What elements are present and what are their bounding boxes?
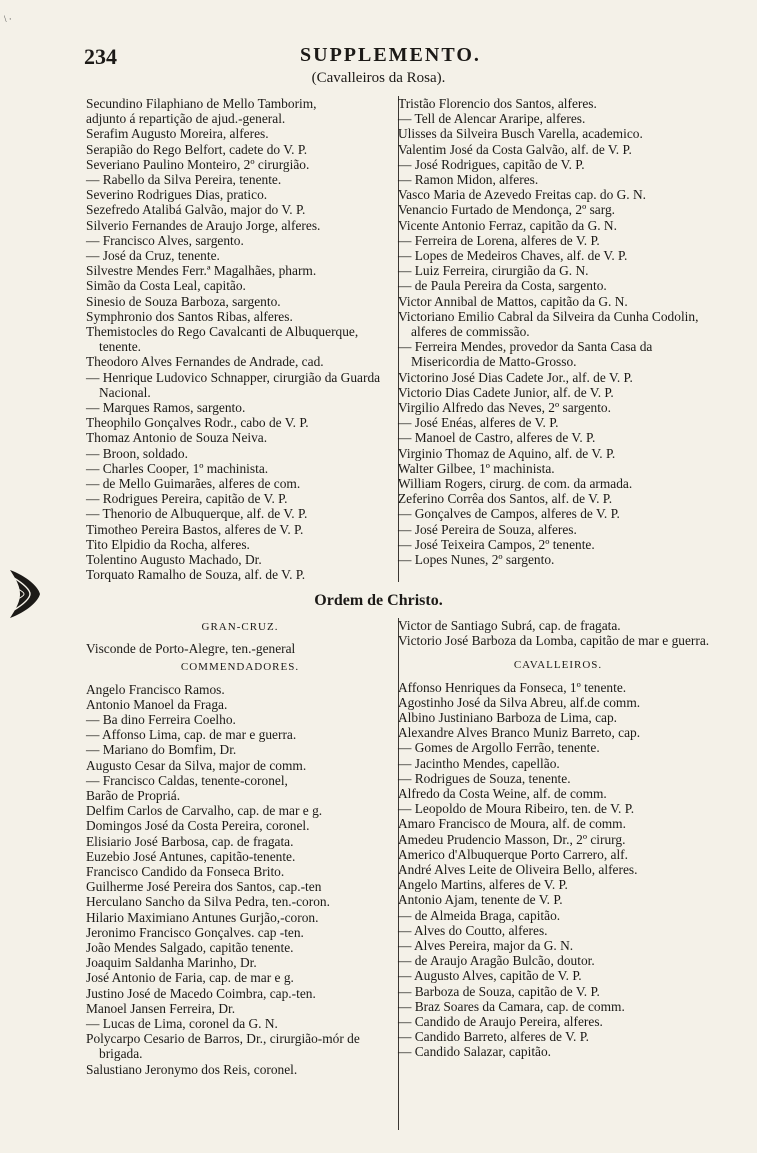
list-item: — Ramon Midon, alferes. bbox=[398, 172, 539, 188]
list-item: — José Enéas, alferes de V. P. bbox=[398, 415, 559, 431]
list-item: — Gonçalves de Campos, alferes de V. P. bbox=[398, 506, 620, 522]
list-item: Valentim José da Costa Galvão, alf. de V. P. bbox=[398, 141, 632, 157]
list-item: — Manoel de Castro, alferes de V. P. bbox=[398, 430, 596, 446]
list-item: — Ferreira de Lorena, alferes de V. P. bbox=[398, 232, 600, 248]
list-item: Victorio José Barboza da Lomba, capitão de mar e guerra. bbox=[398, 633, 710, 649]
list-item: Venancio Furtado de Mendonça, 2º sarg. bbox=[398, 202, 615, 218]
list-item: — Thenorio de Albuquerque, alf. de V. P. bbox=[86, 506, 308, 522]
list-item: adjunto á repartição de ajud.-general. bbox=[86, 111, 286, 127]
list-item: Tristão Florencio dos Santos, alferes. bbox=[398, 96, 597, 111]
list-item: Walter Gilbee, 1º machinista. bbox=[398, 460, 555, 476]
list-item: Victor de Santiago Subrá, cap. de fragata. bbox=[398, 618, 621, 633]
rosa-right-column bbox=[398, 96, 718, 567]
binding-ornament-icon bbox=[8, 566, 42, 622]
list-item: — Jacintho Mendes, capellão. bbox=[398, 755, 560, 771]
list-item: — Candido Barreto, alferes de V. P. bbox=[398, 1029, 590, 1045]
list-item: Domingos José da Costa Pereira, coronel. bbox=[86, 818, 310, 834]
list-item: — Gomes de Argollo Ferrão, tenente. bbox=[398, 740, 600, 756]
list-item: Tito Elpidio da Rocha, alferes. bbox=[86, 536, 250, 552]
list-item: — Rodrigues de Souza, tenente. bbox=[398, 770, 571, 786]
list-item: Herculano Sancho da Silva Pedra, ten.-coron. bbox=[86, 894, 330, 910]
list-item: Severino Rodrigues Dias, pratico. bbox=[86, 187, 268, 203]
list-item: João Mendes Salgado, capitão tenente. bbox=[86, 940, 294, 956]
list-item: Alfredo da Costa Weine, alf. de comm. bbox=[398, 786, 607, 802]
list-item: — de Almeida Braga, capitão. bbox=[398, 907, 561, 923]
list-item: — Mariano do Bomfim, Dr. bbox=[86, 742, 237, 758]
list-item: — de Mello Guimarães, alferes de com. bbox=[86, 476, 301, 492]
list-item: — Rabello da Silva Pereira, tenente. bbox=[86, 172, 282, 188]
list-item: Affonso Henriques da Fonseca, 1º tenente. bbox=[398, 679, 627, 695]
list-item: Sinesio de Souza Barboza, sargento. bbox=[86, 293, 281, 309]
list-item: Antonio Manoel da Fraga. bbox=[86, 696, 228, 712]
running-title: SUPPLEMENTO. bbox=[300, 44, 481, 66]
list-item: André Alves Leite de Oliveira Bello, alferes. bbox=[398, 862, 638, 878]
list-item: Sezefredo Atalibá Galvão, major do V. P. bbox=[86, 202, 306, 218]
list-item: — Francisco Caldas, tenente-coronel, bbox=[86, 772, 288, 788]
list-item: — Lucas de Lima, coronel da G. N. bbox=[86, 1016, 278, 1032]
list-item: Delfim Carlos de Carvalho, cap. de mar e g. bbox=[86, 803, 323, 819]
list-item: — Braz Soares da Camara, cap. de comm. bbox=[398, 998, 625, 1014]
list-item: — Francisco Alves, sargento. bbox=[86, 232, 244, 248]
list-item: — Lopes de Medeiros Chaves, alf. de V. P. bbox=[398, 248, 628, 264]
list-item: Victorio Dias Cadete Junior, alf. de V. P. bbox=[398, 384, 614, 400]
list-item: — Candido Salazar, capitão. bbox=[398, 1044, 552, 1060]
list-item: Virgilio Alfredo das Neves, 2º sargento. bbox=[398, 400, 611, 416]
list-item: Zeferino Corrêa dos Santos, alf. de V. P. bbox=[398, 491, 613, 507]
list-item: — Tell de Alencar Araripe, alferes. bbox=[398, 111, 586, 127]
list-item: — Luiz Ferreira, cirurgião da G. N. bbox=[398, 263, 589, 279]
list-item: Visconde de Porto-Alegre, ten.-general bbox=[86, 641, 296, 657]
list-item: Salustiano Jeronymo dos Reis, coronel. bbox=[86, 1061, 298, 1077]
list-item: Virginio Thomaz de Aquino, alf. de V. P. bbox=[398, 445, 616, 461]
list-item: Polycarpo Cesario de Barros, Dr., cirurgião-mór de brigada. bbox=[86, 1031, 360, 1062]
list-item: — Barboza de Souza, capitão de V. P. bbox=[398, 983, 600, 999]
list-item: Ulisses da Silveira Busch Varella, academico. bbox=[398, 126, 643, 142]
list-item: Jeronimo Francisco Gonçalves. cap -ten. bbox=[86, 924, 304, 940]
list-item: — Lopes Nunes, 2º sargento. bbox=[398, 552, 555, 568]
list-item: Severiano Paulino Monteiro, 2º cirurgião. bbox=[86, 156, 310, 172]
list-item: Augusto Cesar da Silva, major de comm. bbox=[86, 757, 307, 773]
list-item: Albino Justiniano Barboza de Lima, cap. bbox=[398, 710, 618, 726]
list-item: — Rodrigues Pereira, capitão de V. P. bbox=[86, 491, 288, 507]
page-number: 234 bbox=[84, 44, 117, 69]
heading-commendadores: COMMENDADORES. bbox=[180, 661, 300, 674]
list-item: Vasco Maria de Azevedo Freitas cap. do G. N. bbox=[398, 187, 647, 203]
list-item: Torquato Ramalho de Souza, alf. de V. P. bbox=[86, 567, 306, 583]
list-item: — Marques Ramos, sargento. bbox=[86, 400, 246, 416]
list-item: Victorino José Dias Cadete Jor., alf. de V. P. bbox=[398, 369, 633, 385]
list-item: — Ferreira Mendes, provedor da Santa Casa da Misericordia de Matto-Grosso. bbox=[398, 339, 653, 370]
list-item: Tolentino Augusto Machado, Dr. bbox=[86, 552, 262, 568]
list-item: Silvestre Mendes Ferr.ª Magalhães, pharm. bbox=[86, 263, 317, 279]
list-item: Thomaz Antonio de Souza Neiva. bbox=[86, 430, 268, 446]
list-item: — Henrique Ludovico Schnapper, cirurgião da Guarda Nacional. bbox=[86, 369, 381, 400]
list-item: — José da Cruz, tenente. bbox=[86, 248, 220, 264]
list-item: — José Rodrigues, capitão de V. P. bbox=[398, 156, 585, 172]
list-item: Serapião do Rego Belfort, cadete do V. P. bbox=[86, 141, 308, 157]
list-item: Secundino Filaphiano de Mello Tamborim, bbox=[86, 96, 317, 111]
list-item: Victor Annibal de Mattos, capitão da G. N. bbox=[398, 293, 628, 309]
list-item: Antonio Ajam, tenente de V. P. bbox=[398, 892, 563, 908]
list-item: Americo d'Albuquerque Porto Carrero, alf. bbox=[398, 846, 628, 862]
heading-cavalleiros: CAVALLEIROS. bbox=[513, 659, 603, 672]
list-item: Joaquim Saldanha Marinho, Dr. bbox=[86, 955, 257, 971]
list-item: Simão da Costa Leal, capitão. bbox=[86, 278, 246, 294]
list-item: Theophilo Gonçalves Rodr., cabo de V. P. bbox=[86, 415, 309, 431]
list-item: Euzebio José Antunes, capitão-tenente. bbox=[86, 848, 296, 864]
scan-tick-mark: \ · bbox=[4, 14, 12, 24]
list-item: Theodoro Alves Fernandes de Andrade, cad. bbox=[86, 354, 324, 370]
list-item: Amedeu Prudencio Masson, Dr., 2º cirurg. bbox=[398, 831, 626, 847]
list-item: Francisco Candido da Fonseca Brito. bbox=[86, 864, 285, 880]
rosa-left-column bbox=[86, 96, 394, 583]
list-item: — Broon, soldado. bbox=[86, 445, 188, 461]
list-item: — José Pereira de Souza, alferes. bbox=[398, 521, 577, 537]
christo-left-column bbox=[86, 618, 394, 1077]
list-item: — Ba dino Ferreira Coelho. bbox=[86, 712, 236, 728]
list-item: — Alves Pereira, major da G. N. bbox=[398, 938, 574, 954]
list-item: — de Araujo Aragão Bulcão, doutor. bbox=[398, 953, 595, 969]
heading-gran-cruz: GRAN-CRUZ. bbox=[201, 621, 279, 633]
list-item: Timotheo Pereira Bastos, alferes de V. P. bbox=[86, 521, 304, 537]
list-item: Themistocles do Rego Cavalcanti de Albuquerque, tenente. bbox=[86, 324, 359, 355]
list-item: Alexandre Alves Branco Muniz Barreto, cap. bbox=[398, 725, 641, 741]
list-item: Angelo Martins, alferes de V. P. bbox=[398, 877, 568, 893]
section-subtitle-rosa: (Cavalleiros da Rosa). bbox=[311, 70, 446, 86]
list-item: Justino José de Macedo Coimbra, cap.-ten. bbox=[86, 985, 316, 1001]
list-item: Victoriano Emilio Cabral da Silveira da Cunha Codolin, alferes de commissão. bbox=[398, 308, 699, 340]
list-item: — José Teixeira Campos, 2º tenente. bbox=[398, 536, 595, 552]
list-item: Elisiario José Barbosa, cap. de fragata. bbox=[86, 833, 294, 849]
list-item: Serafim Augusto Moreira, alferes. bbox=[86, 126, 269, 142]
list-item: Silverio Fernandes de Araujo Jorge, alferes. bbox=[86, 217, 321, 233]
list-item: Symphronio dos Santos Ribas, alferes. bbox=[86, 308, 293, 324]
list-item: Barão de Propriá. bbox=[86, 788, 181, 804]
list-item: — Charles Cooper, 1º machinista. bbox=[86, 460, 269, 476]
list-item: Amaro Francisco de Moura, alf. de comm. bbox=[398, 816, 626, 832]
list-item: — Alves do Coutto, alferes. bbox=[398, 922, 548, 938]
list-item: — Affonso Lima, cap. de mar e guerra. bbox=[86, 727, 297, 743]
list-item: William Rogers, cirurg. de com. da armada. bbox=[398, 476, 633, 492]
list-item: Manoel Jansen Ferreira, Dr. bbox=[86, 1000, 236, 1016]
list-item: — Augusto Alves, capitão de V. P. bbox=[398, 968, 582, 984]
list-item: — de Paula Pereira da Costa, sargento. bbox=[398, 278, 607, 294]
christo-right-column bbox=[398, 618, 718, 1060]
list-item: Vicente Antonio Ferraz, capitão da G. N. bbox=[398, 217, 617, 233]
list-item: Angelo Francisco Ramos. bbox=[86, 681, 225, 697]
list-item: Agostinho José da Silva Abreu, alf.de comm. bbox=[398, 694, 641, 710]
list-item: Guilherme José Pereira dos Santos, cap.-ten bbox=[86, 879, 322, 895]
list-item: — Candido de Araujo Pereira, alferes. bbox=[398, 1014, 603, 1030]
list-item: — Leopoldo de Moura Ribeiro, ten. de V. P. bbox=[398, 801, 635, 817]
order-christo-title: Ordem de Christo. bbox=[314, 592, 443, 609]
list-item: Hilario Maximiano Antunes Gurjão,-coron. bbox=[86, 909, 319, 925]
list-item: José Antonio de Faria, cap. de mar e g. bbox=[86, 970, 294, 986]
